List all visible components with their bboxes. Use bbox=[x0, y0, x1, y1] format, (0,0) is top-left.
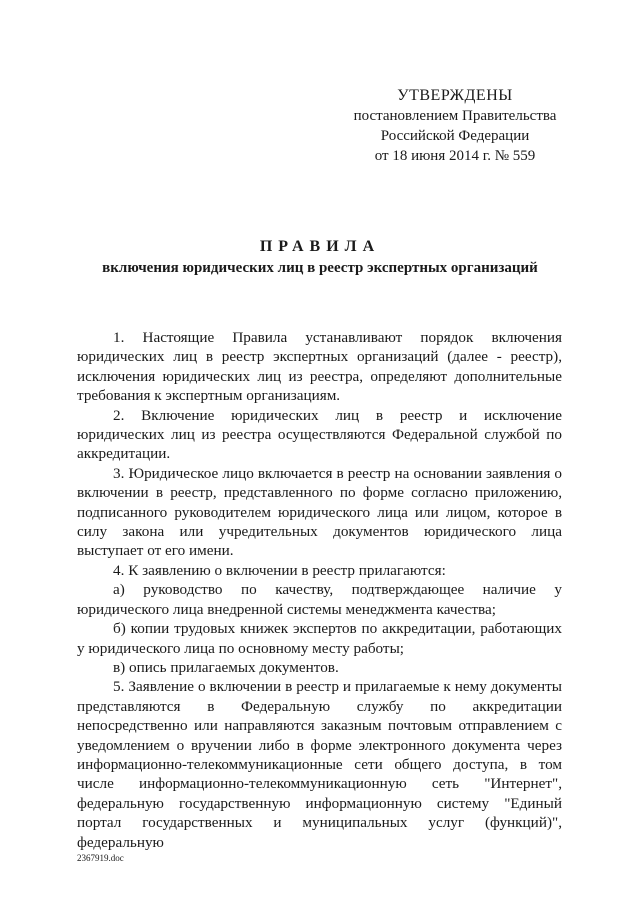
paragraph-3: 3. Юридическое лицо включается в реестр на основании заявления о включении в реестр, представленного по форме согласно приложению, подписанного руководителем юридического лица или лицом, которое в силу закона или учредительных документов юридического лица выступает от его имени. bbox=[77, 464, 562, 560]
paragraph-4b: б) копии трудовых книжек экспертов по аккредитации, работающих у юридического лица по основному месту работы; bbox=[77, 620, 562, 657]
document-title-block bbox=[60, 236, 580, 278]
file-name-footer: 2367919.doc bbox=[77, 853, 124, 863]
approval-block bbox=[330, 86, 580, 166]
paragraph-5: 5. Заявление о включении в реестр и прилагаемые к нему документы представляются в Федеральную службу по аккредитации непосредственно или направляются заказным почтовым отправлением с уведомлением о вручении либо в форме электронного документа через информационно-телекоммуникационные сети общего доступа, в том числе информационно-телекоммуникационную сеть "Интернет", федеральную государственную информационную систему "Единый портал государственных и муниципальных услуг (функций)", федеральную bbox=[77, 678, 562, 851]
approval-line-date-number: от 18 июня 2014 г. № 559 bbox=[374, 148, 536, 164]
paragraph-4c: в) опись прилагаемых документов. bbox=[113, 658, 339, 676]
document-title: ПРАВИЛА bbox=[259, 238, 381, 255]
paragraph-4a: а) руководство по качеству, подтверждающее наличие у юридического лица внедренной системы менеджмента качества; bbox=[77, 581, 562, 618]
paragraph-2: 2. Включение юридических лиц в реестр и исключение юридических лиц из реестра осуществляются Федеральной службой по аккредитации. bbox=[77, 406, 562, 463]
approval-line-resolution: постановлением Правительства bbox=[353, 108, 557, 124]
approval-line-federation: Российской Федерации bbox=[380, 128, 530, 144]
document-subtitle: включения юридических лиц в реестр экспертных организаций bbox=[102, 260, 538, 276]
approval-heading: УТВЕРЖДЕНЫ bbox=[397, 87, 513, 104]
paragraph-1: 1. Настоящие Правила устанавливают порядок включения юридических лиц в реестр экспертных организаций (далее - реестр), исключения юридических лиц из реестра, определяют дополнительные требования к экспертным организациям. bbox=[77, 329, 562, 405]
paragraph-4: 4. К заявлению о включении в реестр прилагаются: bbox=[113, 561, 446, 579]
document-body bbox=[77, 328, 562, 852]
